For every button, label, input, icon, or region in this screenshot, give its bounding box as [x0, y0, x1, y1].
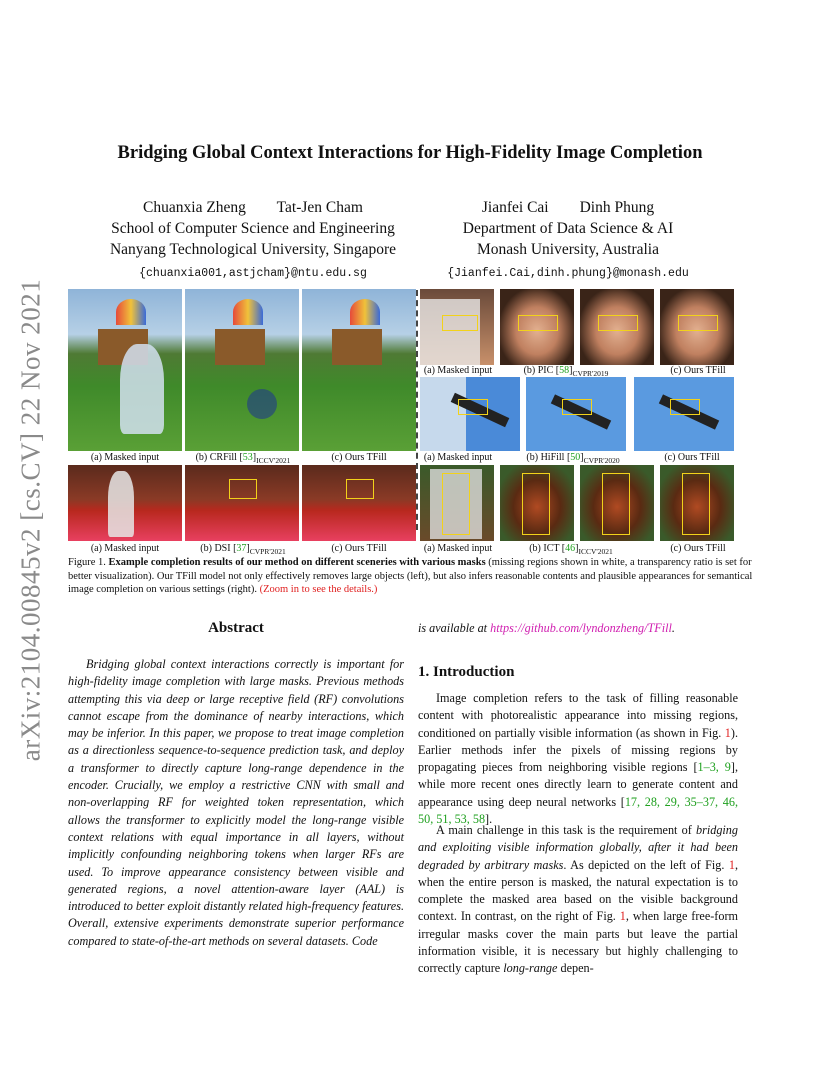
caption-masked-input: (a) Masked input: [423, 452, 493, 463]
heron-hifill-image: [526, 377, 626, 451]
fig-ref[interactable]: 1: [619, 909, 626, 924]
author-names-right: Jianfei Cai Dinh Phung: [481, 199, 655, 216]
playground-crfill-image: [185, 289, 299, 451]
caption-pic: (b) PIC $[58]_{CVPR'2019}$: [523, 365, 609, 378]
abstract-text: Bridging global context interactions correctly is important for high-fidelity image completion with large masks. Previous methods attempting this via deep or large receptive field (RF) convolutions cannot escape from the dominance of nearby interactions, which may be inferior. In this paper, we propose to treat image completion as a directionless sequence-to-sequence prediction task, and deploy a transformer to directly capture long-range dependence in the encoder. Crucially, we employ a restrictive CNN with small and non-overlapping RF for weighted token representation, which allows the transformer to explicitly model the long-range visible context relations with equal importance in all layers, without implicitly confounding neighboring tokens when larger RFs are used. To improve appearance consistency between visible and generated regions, a novel attention-aware layer (AAL) is introduced to better exploit distantly related high-frequency features. Overall, extensive experiments demonstrate superior performance compared to state-of-the-art methods on several datasets. Code: [68, 657, 404, 948]
code-availability: is available at https://github.com/lyndonzheng/TFill.: [418, 621, 675, 635]
room-dsi-image: [185, 465, 299, 541]
heron-ours-image: [634, 377, 734, 451]
figure-caption: Figure 1. Example completion results of our method on different sceneries with various masks (missing regions shown in white, a transparency ratio is set for better visualization). Our TFill model not only effectively removes large objects (left), but also infers reasonable contents and plausible appearances for semantical image completion on various settings (right). (Zoom in to see the details.): [68, 557, 753, 595]
face-pic-image: [500, 289, 574, 365]
caption-hifill: (b) HiFill $[50]_{CVPR'2020}$: [526, 452, 620, 465]
code-link[interactable]: https://github.com/lyndonzheng/TFill: [490, 621, 672, 635]
caption-ours: (c) Ours TFill: [331, 452, 387, 463]
citation-ref[interactable]: 1–3, 9: [697, 760, 731, 775]
face-masked-image: [420, 289, 494, 365]
citation-ref[interactable]: 17, 28, 29, 35–37, 46, 50, 51, 53, 58: [418, 794, 739, 827]
author-names-left: Chuanxia Zheng Tat-Jen Cham: [143, 199, 363, 216]
intro-paragraph-1: Image completion refers to the task of filling reasonable content with photorealistic appearance into missing regions, conditioned on partially visible information (as shown in Fig. 1). Earlier methods infer the pixels of missing regions by propagating pieces from neighboring visible regions [1–3, 9], while more recent ones directly learn to generate content and appearance using deep neural networks [17, 28, 29, 35–37, 46, 50, 51, 53, 58].: [418, 691, 739, 827]
affiliation-left-1: School of Computer Science and Engineering: [111, 220, 395, 237]
intro-heading: 1. Introduction: [418, 664, 515, 680]
caption-masked-input: (a) Masked input: [423, 365, 493, 376]
room-ours-image: [302, 465, 416, 541]
rooster-ours-image: [660, 465, 734, 541]
caption-masked-input: (a) Masked input: [423, 543, 493, 554]
caption-masked-input: (a) Masked input: [90, 452, 160, 463]
caption-ours: (c) Ours TFill: [670, 543, 726, 554]
rooster-ict-image: [500, 465, 574, 541]
heron-masked-image: [420, 377, 520, 451]
room-masked-image: [68, 465, 182, 541]
paper-title: Bridging Global Context Interactions for High-Fidelity Image Completion: [117, 143, 703, 163]
arxiv-side-label: arXiv:2104.00845v2 [cs.CV] 22 Nov 2021: [15, 278, 46, 762]
caption-dsi: (b) DSI $[37]_{CVPR'2021}$: [200, 543, 286, 556]
authors-left: [90, 197, 416, 284]
email-left[interactable]: {chuanxia001,astjcham}@ntu.edu.sg: [139, 267, 367, 280]
email-right[interactable]: {Jianfei.Cai,dinh.phung}@monash.edu: [447, 267, 689, 280]
playground-masked-image: [68, 289, 182, 451]
abstract-heading: Abstract: [208, 620, 264, 636]
caption-ict: (b) ICT $[46]_{ICCV'2021}$: [529, 543, 613, 556]
affiliation-right-1: Department of Data Science & AI: [462, 220, 674, 237]
caption-ours: (c) Ours TFill: [331, 543, 387, 554]
face-compare-image: [580, 289, 654, 365]
caption-ours: (c) Ours TFill: [664, 452, 720, 463]
rooster-masked-image: [420, 465, 494, 541]
intro-paragraph-2: A main challenge in this task is the requirement of bridging and exploiting visible information globally, after it had been degraded by arbitrary masks. As depicted on the left of Fig. 1, when the entire person is masked, the natural expectation is to complete the masked area based on the visible background context. In contrast, on the right of Fig. 1, when large free-form irregular masks cover the main parts but leave the partial information visible, it is necessary but highly challenging to correctly capture long-range depen-: [418, 823, 738, 976]
caption-ours: (c) Ours TFill: [670, 365, 726, 376]
authors-right: [420, 197, 716, 284]
affiliation-right-2: Monash University, Australia: [477, 241, 659, 258]
caption-masked-input: (a) Masked input: [90, 543, 160, 554]
playground-ours-image: [302, 289, 416, 451]
rooster-compare-image: [580, 465, 654, 541]
fig-ref[interactable]: 1: [724, 725, 731, 740]
caption-crfill: (b) CRFill $[53]_{ICCV'2021}$: [195, 452, 291, 465]
figure-divider: [416, 290, 418, 530]
face-ours-image: [660, 289, 734, 365]
fig-ref[interactable]: 1: [728, 857, 735, 872]
affiliation-left-2: Nanyang Technological University, Singapore: [109, 241, 397, 258]
